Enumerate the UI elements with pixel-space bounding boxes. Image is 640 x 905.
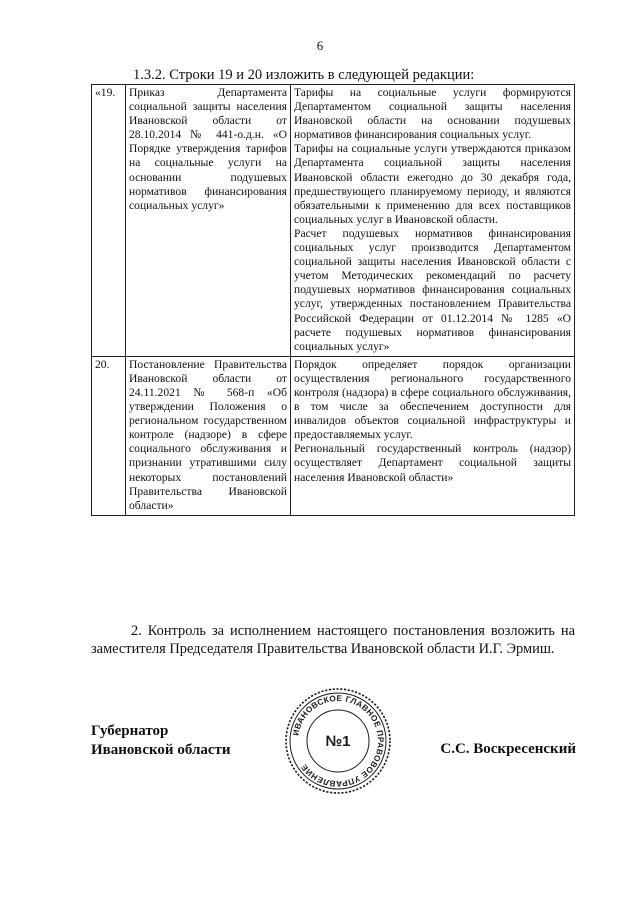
stamp-ring-text: ИВАНОВСКОЕ ГЛАВНОЕ ПРАВОВОЕ УПРАВЛЕНИЕ <box>291 693 386 789</box>
row-number: «19. <box>92 85 126 357</box>
act-description <box>291 85 575 357</box>
table-row <box>92 85 575 357</box>
table-row <box>92 356 575 515</box>
act-description <box>291 356 575 515</box>
row-number: 20. <box>92 356 126 515</box>
control-paragraph: 2. Контроль за исполнением настоящего постановления возложить на заместителя Председателя Правительства Ивановской области И.Г. Эрмиш. <box>91 623 575 657</box>
description-paragraph: Региональный государственный контроль (надзор) осуществляет Департамент социальной защиты населения Ивановской области» <box>294 442 571 484</box>
signatory-title <box>91 722 231 760</box>
amendment-intro: 1.3.2. Строки 19 и 20 изложить в следующей редакции: <box>133 67 475 83</box>
act-name: Приказ Департамента социальной защиты населения Ивановской области от 28.10.2014 № 441-о.д.н. «О Порядке утверждения тарифов на социальные услуги на основании подушевых нормативов финансирования социальных услуг» <box>126 85 291 357</box>
act-name: Постановление Правительства Ивановской области от 24.11.2021 № 568-п «Об утверждении Положения о региональном государственном контроле (надзоре) в сфере социального обслуживания и признании утратившими силу некоторых постановлений Правительства Ивановской области» <box>126 356 291 515</box>
description-paragraph: Порядок определяет порядок организации осуществления регионального государственного контроля (надзора) в сфере социального обслуживания, в том числе за обеспечением доступности для инвалидов объектов социальной инфраструктуры и предоставляемых услуг. <box>294 357 571 442</box>
signatory-name: С.С. Воскресенский <box>440 741 576 757</box>
official-stamp <box>283 686 393 796</box>
description-paragraph: Тарифы на социальные услуги формируются Департаментом социальной защиты населения Ивановской области на основании подушевых нормативов финансирования социальных услуг. <box>294 86 571 142</box>
amendment-table <box>91 84 575 516</box>
signatory-title-line: Ивановской области <box>91 742 231 758</box>
description-paragraph: Расчет подушевых нормативов финансирования социальных услуг производится Департаментом социальной защиты населения Ивановской области с учетом Методических рекомендаций по расчету подушевых нормативов финансирования социальных услуг, утвержденных постановлением Правительства Российской Федерации от 01.12.2014 № 1285 «О расчете подушевых нормативов финансирования социальных услуг» <box>294 226 571 353</box>
signatory-title-line: Губернатор <box>91 723 169 739</box>
page-number: 6 <box>316 38 324 53</box>
description-paragraph: Тарифы на социальные услуги утверждаются приказом Департамента социальной защиты населения Ивановской области ежегодно до 30 декабря года, предшествующего планируемому периоду, и являются обязательными к применению для всех поставщиков социальных услуг в Ивановской области. <box>294 142 571 226</box>
stamp-center-number: №1 <box>325 733 351 750</box>
